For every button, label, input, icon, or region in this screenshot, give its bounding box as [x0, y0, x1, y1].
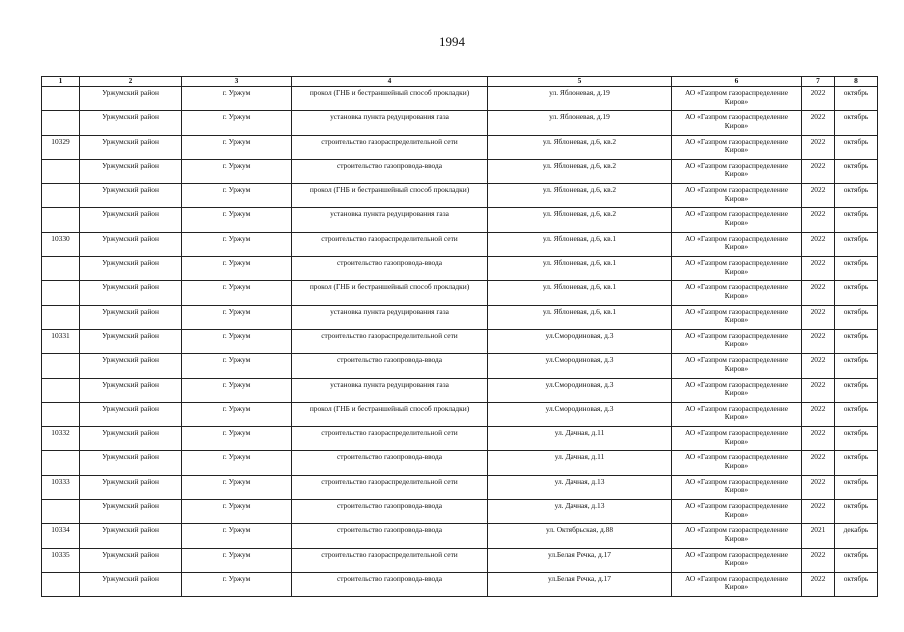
work-type-cell: прокол (ГНБ и бестраншейный способ прокладки) — [292, 184, 488, 208]
address-cell: ул. Яблоневая, д.6, кв.1 — [488, 305, 672, 329]
work-type-cell: прокол (ГНБ и бестраншейный способ прокладки) — [292, 281, 488, 305]
work-type-cell: строительство газораспределительной сети — [292, 427, 488, 451]
month-cell: октябрь — [835, 208, 878, 232]
year-cell: 2022 — [802, 329, 835, 353]
table-row — [42, 524, 878, 548]
town-cell: г. Уржум — [182, 572, 292, 596]
district-cell: Уржумский район — [80, 329, 182, 353]
month-cell: октябрь — [835, 402, 878, 426]
work-type-cell: строительство газопровода-ввода — [292, 354, 488, 378]
table-row — [42, 135, 878, 159]
organization-cell: АО «Газпром газораспределение Киров» — [672, 572, 802, 596]
year-cell: 2022 — [802, 111, 835, 135]
town-cell: г. Уржум — [182, 184, 292, 208]
month-cell: октябрь — [835, 378, 878, 402]
district-cell: Уржумский район — [80, 475, 182, 499]
month-cell: октябрь — [835, 232, 878, 256]
column-header: 6 — [672, 77, 802, 87]
table-row — [42, 281, 878, 305]
month-cell: октябрь — [835, 111, 878, 135]
row-number-cell — [42, 257, 80, 281]
year-cell: 2022 — [802, 500, 835, 524]
district-cell: Уржумский район — [80, 354, 182, 378]
organization-cell: АО «Газпром газораспределение Киров» — [672, 451, 802, 475]
table-row — [42, 451, 878, 475]
organization-cell: АО «Газпром газораспределение Киров» — [672, 354, 802, 378]
month-cell: октябрь — [835, 548, 878, 572]
organization-cell: АО «Газпром газораспределение Киров» — [672, 135, 802, 159]
row-number-cell — [42, 500, 80, 524]
month-cell: октябрь — [835, 135, 878, 159]
work-type-cell: прокол (ГНБ и бестраншейный способ прокладки) — [292, 87, 488, 111]
table-row — [42, 111, 878, 135]
district-cell: Уржумский район — [80, 524, 182, 548]
table-body — [42, 87, 878, 597]
month-cell: октябрь — [835, 475, 878, 499]
column-header: 4 — [292, 77, 488, 87]
month-cell: октябрь — [835, 159, 878, 183]
row-number-cell — [42, 159, 80, 183]
row-number-cell: 10331 — [42, 329, 80, 353]
table-header-row — [42, 77, 878, 87]
district-cell: Уржумский район — [80, 111, 182, 135]
town-cell: г. Уржум — [182, 524, 292, 548]
organization-cell: АО «Газпром газораспределение Киров» — [672, 548, 802, 572]
work-type-cell: установка пункта редуцирования газа — [292, 111, 488, 135]
town-cell: г. Уржум — [182, 378, 292, 402]
month-cell: декабрь — [835, 524, 878, 548]
district-cell: Уржумский район — [80, 572, 182, 596]
organization-cell: АО «Газпром газораспределение Киров» — [672, 281, 802, 305]
town-cell: г. Уржум — [182, 475, 292, 499]
town-cell: г. Уржум — [182, 281, 292, 305]
month-cell: октябрь — [835, 257, 878, 281]
work-type-cell: установка пункта редуцирования газа — [292, 305, 488, 329]
table-row — [42, 548, 878, 572]
address-cell: ул. Дачная, д.13 — [488, 475, 672, 499]
district-cell: Уржумский район — [80, 135, 182, 159]
table-row — [42, 159, 878, 183]
organization-cell: АО «Газпром газораспределение Киров» — [672, 232, 802, 256]
year-cell: 2022 — [802, 378, 835, 402]
address-cell: ул.Смородиновая, д.3 — [488, 378, 672, 402]
town-cell: г. Уржум — [182, 159, 292, 183]
row-number-cell: 10330 — [42, 232, 80, 256]
year-cell: 2022 — [802, 572, 835, 596]
organization-cell: АО «Газпром газораспределение Киров» — [672, 305, 802, 329]
work-type-cell: строительство газопровода-ввода — [292, 572, 488, 596]
town-cell: г. Уржум — [182, 232, 292, 256]
town-cell: г. Уржум — [182, 257, 292, 281]
town-cell: г. Уржум — [182, 135, 292, 159]
work-type-cell: строительство газопровода-ввода — [292, 451, 488, 475]
year-cell: 2022 — [802, 427, 835, 451]
table-row — [42, 257, 878, 281]
year-cell: 2022 — [802, 451, 835, 475]
organization-cell: АО «Газпром газораспределение Киров» — [672, 208, 802, 232]
address-cell: ул.Белая Речка, д.17 — [488, 572, 672, 596]
organization-cell: АО «Газпром газораспределение Киров» — [672, 427, 802, 451]
district-cell: Уржумский район — [80, 208, 182, 232]
year-cell: 2022 — [802, 232, 835, 256]
district-cell: Уржумский район — [80, 451, 182, 475]
address-cell: ул. Октябрьская, д.88 — [488, 524, 672, 548]
year-cell: 2022 — [802, 402, 835, 426]
table-row — [42, 427, 878, 451]
organization-cell: АО «Газпром газораспределение Киров» — [672, 329, 802, 353]
work-type-cell: прокол (ГНБ и бестраншейный способ прокладки) — [292, 402, 488, 426]
row-number-cell — [42, 111, 80, 135]
organization-cell: АО «Газпром газораспределение Киров» — [672, 402, 802, 426]
district-cell: Уржумский район — [80, 500, 182, 524]
row-number-cell — [42, 378, 80, 402]
district-cell: Уржумский район — [80, 305, 182, 329]
district-cell: Уржумский район — [80, 159, 182, 183]
work-type-cell: строительство газопровода-ввода — [292, 257, 488, 281]
column-header: 3 — [182, 77, 292, 87]
year-cell: 2022 — [802, 87, 835, 111]
table-row — [42, 329, 878, 353]
month-cell: октябрь — [835, 427, 878, 451]
table-row — [42, 208, 878, 232]
work-type-cell: строительство газораспределительной сети — [292, 232, 488, 256]
town-cell: г. Уржум — [182, 208, 292, 232]
town-cell: г. Уржум — [182, 329, 292, 353]
address-cell: ул. Яблоневая, д.6, кв.2 — [488, 208, 672, 232]
work-type-cell: строительство газораспределительной сети — [292, 329, 488, 353]
month-cell: октябрь — [835, 354, 878, 378]
work-type-cell: строительство газопровода-ввода — [292, 524, 488, 548]
month-cell: октябрь — [835, 184, 878, 208]
year-cell: 2022 — [802, 281, 835, 305]
work-type-cell: строительство газопровода-ввода — [292, 500, 488, 524]
address-cell: ул. Дачная, д.11 — [488, 451, 672, 475]
month-cell: октябрь — [835, 329, 878, 353]
row-number-cell: 10332 — [42, 427, 80, 451]
district-cell: Уржумский район — [80, 281, 182, 305]
organization-cell: АО «Газпром газораспределение Киров» — [672, 500, 802, 524]
organization-cell: АО «Газпром газораспределение Киров» — [672, 184, 802, 208]
town-cell: г. Уржум — [182, 548, 292, 572]
town-cell: г. Уржум — [182, 111, 292, 135]
town-cell: г. Уржум — [182, 354, 292, 378]
month-cell: октябрь — [835, 305, 878, 329]
year-cell: 2022 — [802, 354, 835, 378]
column-header: 8 — [835, 77, 878, 87]
table-row — [42, 500, 878, 524]
page-number: 1994 — [439, 34, 465, 49]
table-row — [42, 354, 878, 378]
address-cell: ул. Яблоневая, д.6, кв.2 — [488, 135, 672, 159]
address-cell: ул. Дачная, д.13 — [488, 500, 672, 524]
work-type-cell: строительство газораспределительной сети — [292, 475, 488, 499]
organization-cell: АО «Газпром газораспределение Киров» — [672, 111, 802, 135]
address-cell: ул. Яблоневая, д.6, кв.2 — [488, 159, 672, 183]
district-cell: Уржумский район — [80, 402, 182, 426]
table-row — [42, 305, 878, 329]
row-number-cell — [42, 572, 80, 596]
month-cell: октябрь — [835, 572, 878, 596]
address-cell: ул. Яблоневая, д.19 — [488, 111, 672, 135]
year-cell: 2022 — [802, 257, 835, 281]
district-cell: Уржумский район — [80, 232, 182, 256]
organization-cell: АО «Газпром газораспределение Киров» — [672, 87, 802, 111]
year-cell: 2022 — [802, 548, 835, 572]
table-row — [42, 378, 878, 402]
district-cell: Уржумский район — [80, 427, 182, 451]
month-cell: октябрь — [835, 87, 878, 111]
address-cell: ул. Дачная, д.11 — [488, 427, 672, 451]
row-number-cell — [42, 354, 80, 378]
district-cell: Уржумский район — [80, 257, 182, 281]
town-cell: г. Уржум — [182, 500, 292, 524]
organization-cell: АО «Газпром газораспределение Киров» — [672, 378, 802, 402]
row-number-cell: 10335 — [42, 548, 80, 572]
address-cell: ул.Белая Речка, д.17 — [488, 548, 672, 572]
district-cell: Уржумский район — [80, 378, 182, 402]
year-cell: 2022 — [802, 475, 835, 499]
row-number-cell — [42, 208, 80, 232]
table-row — [42, 87, 878, 111]
year-cell: 2022 — [802, 184, 835, 208]
table-row — [42, 184, 878, 208]
row-number-cell: 10333 — [42, 475, 80, 499]
work-type-cell: строительство газораспределительной сети — [292, 548, 488, 572]
row-number-cell: 10334 — [42, 524, 80, 548]
row-number-cell — [42, 87, 80, 111]
column-header: 5 — [488, 77, 672, 87]
work-type-cell: установка пункта редуцирования газа — [292, 378, 488, 402]
gas-works-table — [41, 76, 878, 597]
town-cell: г. Уржум — [182, 402, 292, 426]
organization-cell: АО «Газпром газораспределение Киров» — [672, 159, 802, 183]
town-cell: г. Уржум — [182, 451, 292, 475]
organization-cell: АО «Газпром газораспределение Киров» — [672, 524, 802, 548]
address-cell: ул.Смородиновая, д.3 — [488, 402, 672, 426]
year-cell: 2022 — [802, 305, 835, 329]
town-cell: г. Уржум — [182, 87, 292, 111]
work-type-cell: строительство газопровода-ввода — [292, 159, 488, 183]
row-number-cell — [42, 281, 80, 305]
month-cell: октябрь — [835, 500, 878, 524]
month-cell: октябрь — [835, 451, 878, 475]
column-header: 1 — [42, 77, 80, 87]
row-number-cell — [42, 184, 80, 208]
work-type-cell: установка пункта редуцирования газа — [292, 208, 488, 232]
row-number-cell — [42, 402, 80, 426]
year-cell: 2022 — [802, 135, 835, 159]
address-cell: ул. Яблоневая, д.6, кв.1 — [488, 281, 672, 305]
row-number-cell: 10329 — [42, 135, 80, 159]
district-cell: Уржумский район — [80, 548, 182, 572]
address-cell: ул. Яблоневая, д.6, кв.1 — [488, 257, 672, 281]
district-cell: Уржумский район — [80, 87, 182, 111]
table-row — [42, 402, 878, 426]
work-type-cell: строительство газораспределительной сети — [292, 135, 488, 159]
table-row — [42, 475, 878, 499]
address-cell: ул. Яблоневая, д.19 — [488, 87, 672, 111]
address-cell: ул. Яблоневая, д.6, кв.2 — [488, 184, 672, 208]
town-cell: г. Уржум — [182, 305, 292, 329]
month-cell: октябрь — [835, 281, 878, 305]
table-row — [42, 232, 878, 256]
table-row — [42, 572, 878, 596]
year-cell: 2021 — [802, 524, 835, 548]
column-header: 7 — [802, 77, 835, 87]
address-cell: ул.Смородиновая, д.3 — [488, 329, 672, 353]
year-cell: 2022 — [802, 159, 835, 183]
address-cell: ул.Смородиновая, д.3 — [488, 354, 672, 378]
town-cell: г. Уржум — [182, 427, 292, 451]
organization-cell: АО «Газпром газораспределение Киров» — [672, 257, 802, 281]
year-cell: 2022 — [802, 208, 835, 232]
row-number-cell — [42, 451, 80, 475]
address-cell: ул. Яблоневая, д.6, кв.1 — [488, 232, 672, 256]
column-header: 2 — [80, 77, 182, 87]
district-cell: Уржумский район — [80, 184, 182, 208]
organization-cell: АО «Газпром газораспределение Киров» — [672, 475, 802, 499]
row-number-cell — [42, 305, 80, 329]
